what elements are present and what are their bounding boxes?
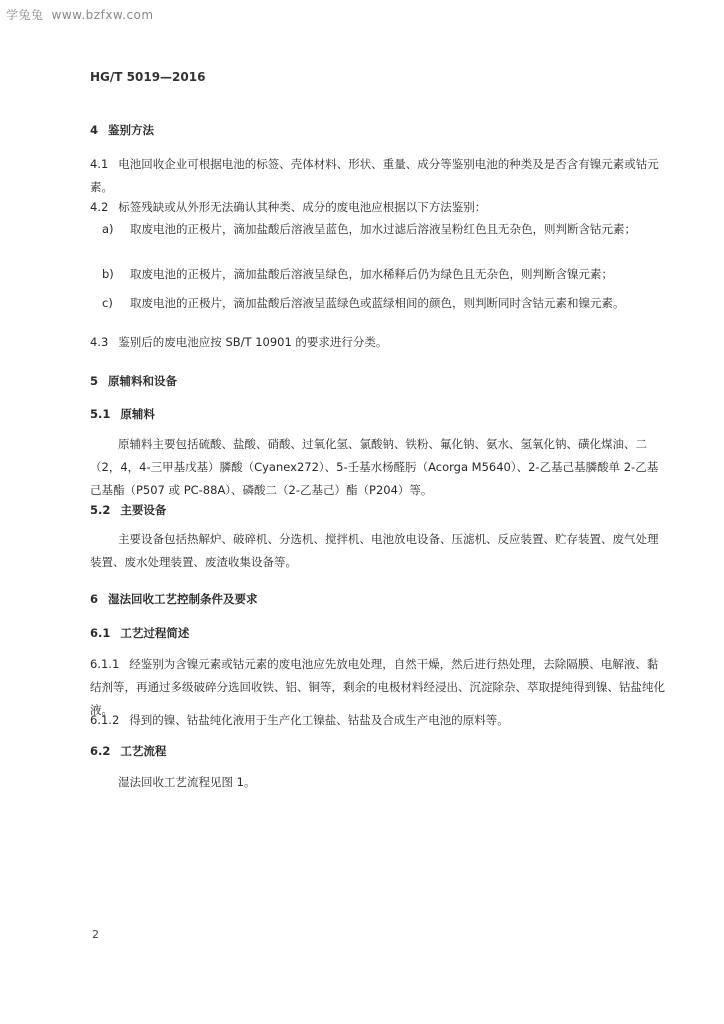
clause-title: 工艺流程 <box>120 744 167 758</box>
clause-text: 标签残缺或从外形无法确认其种类、成分的废电池应根据以下方法鉴别： <box>118 200 487 214</box>
clause-text: 电池回收企业可根据电池的标签、壳体材料、形状、重量、成分等鉴别电池的种类及是否含有镍元素或钴元素。 <box>90 157 659 194</box>
section-title: 湿法回收工艺控制条件及要求 <box>108 592 258 606</box>
section-number: 4 <box>90 123 99 137</box>
clause-5-2-heading <box>90 499 666 522</box>
section-number: 6 <box>90 592 99 606</box>
list-item-c <box>102 292 666 315</box>
watermark <box>6 6 154 23</box>
list-label: b) <box>102 267 114 281</box>
clause-number: 5.1 <box>90 407 111 421</box>
clause-6-1-heading <box>90 622 666 645</box>
list-text: 取废电池的正极片，滴加盐酸后溶液呈蓝色，加水过滤后溶液呈粉红色且无杂色，则判断含钴元素； <box>130 222 636 236</box>
clause-text: 经鉴别为含镍元素或钴元素的废电池应先放电处理，自然干燥，然后进行热处理，去除隔膜、电解液、黏结剂等，再通过多级破碎分选回收铁、铝、铜等，剩余的电极材料经浸出、沉淀除杂、萃取提纯得到镍、钴盐纯化液。 <box>90 657 665 717</box>
clause-text: 得到的镍、钴盐纯化液用于生产化工镍盐、钴盐及合成生产电池的原料等。 <box>129 713 509 727</box>
clause-4-3 <box>90 331 666 354</box>
clause-text: 鉴别后的废电池应按 SB/T 10901 的要求进行分类。 <box>118 335 388 349</box>
watermark-brand: 学兔兔 <box>6 8 44 22</box>
list-label: a) <box>102 222 114 236</box>
list-text: 取废电池的正极片，滴加盐酸后溶液呈蓝绿色或蓝绿相间的颜色，则判断同时含钴元素和镍元素。 <box>130 296 625 310</box>
page-number: 2 <box>92 928 99 941</box>
clause-5-2-text: 主要设备包括热解炉、破碎机、分选机、搅拌机、电池放电设备、压滤机、反应装置、贮存装置、废气处理装置、废水处理装置、废渣收集设备等。 <box>90 532 659 569</box>
clause-number: 6.1 <box>90 626 111 640</box>
list-label: c) <box>102 296 113 310</box>
list-item-b <box>102 263 666 286</box>
clause-title: 主要设备 <box>120 503 167 517</box>
list-text: 取废电池的正极片，滴加盐酸后溶液呈绿色，加水稀释后仍为绿色且无杂色，则判断含镍元素； <box>130 267 613 281</box>
section-title: 原辅料和设备 <box>108 374 178 388</box>
standard-code-header: HG/T 5019—2016 <box>90 70 206 84</box>
clause-number: 6.1.2 <box>90 713 120 727</box>
clause-6-2-heading <box>90 740 666 763</box>
clause-6-2-text: 湿法回收工艺流程见图 1。 <box>118 775 256 789</box>
list-item-a <box>102 218 666 241</box>
clause-number: 5.2 <box>90 503 111 517</box>
section-5-heading <box>90 370 666 393</box>
watermark-site: www.bzfxw.com <box>51 8 154 22</box>
clause-number: 6.2 <box>90 744 111 758</box>
clause-4-2 <box>90 196 666 219</box>
clause-4-1 <box>90 153 666 199</box>
section-6-heading <box>90 588 666 611</box>
clause-number: 6.1.1 <box>90 657 120 671</box>
section-number: 5 <box>90 374 99 388</box>
clause-5-1-text: 原辅料主要包括硫酸、盐酸、硝酸、过氧化氢、氯酸钠、铁粉、氟化钠、氨水、氢氧化钠、磺化煤油、二（2，4，4-三甲基戊基）膦酸（Cyanex272）、5-壬基水杨醛肟（Acorga M5640）、2-乙基己基膦酸单 2-乙基己基酯（P507 或 PC-88A）、磷酸二（2-乙基己）酯（P204）等。 <box>90 437 659 497</box>
clause-6-1-2 <box>90 709 666 732</box>
clause-number: 4.2 <box>90 200 109 214</box>
clause-5-1-heading <box>90 403 666 426</box>
clause-number: 4.1 <box>90 157 109 171</box>
section-4-heading <box>90 119 666 142</box>
clause-number: 4.3 <box>90 335 109 349</box>
clause-title: 原辅料 <box>120 407 155 421</box>
clause-title: 工艺过程简述 <box>120 626 190 640</box>
section-title: 鉴别方法 <box>108 123 155 137</box>
